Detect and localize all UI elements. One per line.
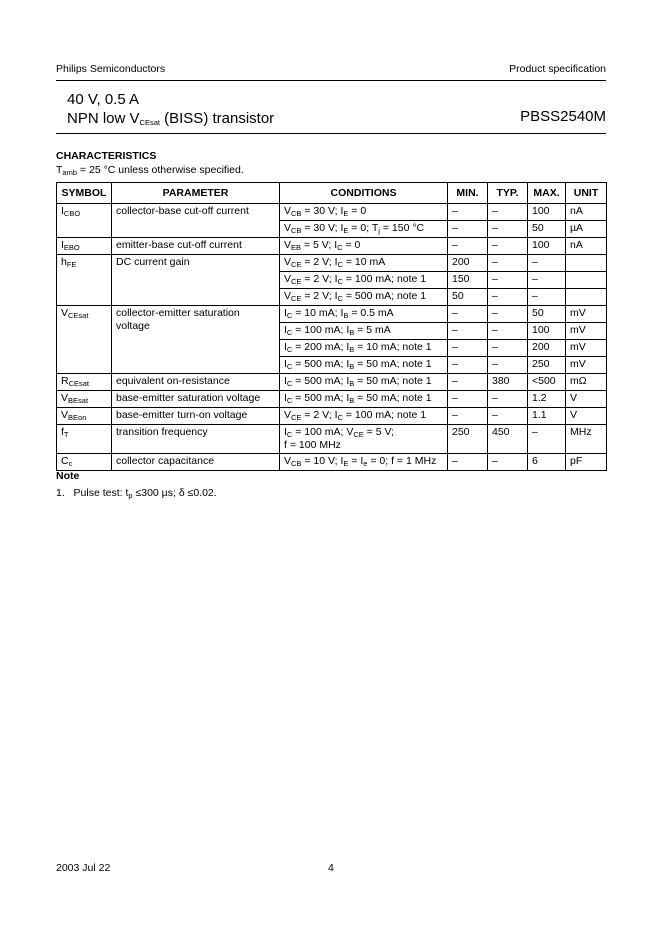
max-cell: 200 [528,340,566,357]
min-cell: – [448,323,488,340]
typ-cell: – [488,357,528,374]
typ-cell: 380 [488,374,528,391]
unit-cell: V [566,391,607,408]
table-body [57,204,607,471]
cond-subscript: amb [62,168,78,177]
typ-cell: – [488,391,528,408]
typ-cell: – [488,221,528,238]
max-cell: 50 [528,306,566,323]
conditions-cell: $I_C = 10$ mA; $I_B = 0.5$ mA [280,306,448,323]
max-cell: 100 [528,323,566,340]
part-number: PBSS2540M [520,108,606,125]
page-number: 4 [328,862,334,874]
conditions-cell: $I_C = 500$ mA; $I_B = 50$ mA; note 1 [280,357,448,374]
header-unit: UNIT [566,183,607,204]
table-row [57,204,607,221]
table-row [57,238,607,255]
min-cell: – [448,306,488,323]
min-cell: 250 [448,425,488,454]
unit-cell [566,255,607,272]
conditions-cell: $I_C = 500$ mA; $I_B = 50$ mA; note 1 [280,391,448,408]
max-cell: 250 [528,357,566,374]
conditions-cell: $V_{CE} = 2$ V; $I_C = 500$ mA; note 1 [280,289,448,306]
typ-cell: – [488,306,528,323]
header-max: MAX. [528,183,566,204]
table-row [57,408,607,425]
characteristics-table [56,182,607,471]
unit-cell: µA [566,221,607,238]
typ-cell: – [488,255,528,272]
document-title [67,90,274,128]
unit-cell: pF [566,454,607,471]
conditions-note [56,164,244,176]
conditions-cell: $V_{CB} = 10$ V; $I_E = I_e = 0$; f = 1 MHz [280,454,448,471]
cond-symbol: T [56,164,63,176]
min-cell: 200 [448,255,488,272]
table-row [57,255,607,272]
parameter-cell: collector-emitter saturation voltage [112,306,280,374]
company-name: Philips Semiconductors [56,63,166,75]
conditions-cell: $V_{EB} = 5$ V; $I_C = 0$ [280,238,448,255]
unit-cell: nA [566,204,607,221]
min-cell: – [448,238,488,255]
header-symbol: SYMBOL [57,183,112,204]
note-subscript: p [128,491,133,500]
table-row [57,391,607,408]
header-typ: TYP. [488,183,528,204]
min-cell: – [448,391,488,408]
max-cell: – [528,289,566,306]
unit-cell: mV [566,357,607,374]
conditions-cell: $V_{CB} = 30$ V; $I_E = 0$; $T_j = 150$ °C [280,221,448,238]
parameter-cell: emitter-base cut-off current [112,238,280,255]
unit-cell: mV [566,340,607,357]
note-text: ≤300 µs; δ ≤0.02. [132,487,217,499]
unit-cell: mV [566,323,607,340]
header-rule [56,80,606,81]
title-text: NPN low V [67,110,140,127]
parameter-cell: base-emitter saturation voltage [112,391,280,408]
conditions-cell: $V_{CE} = 2$ V; $I_C = 10$ mA [280,255,448,272]
max-cell: <500 [528,374,566,391]
unit-cell [566,272,607,289]
typ-cell: – [488,238,528,255]
note-number: 1. [56,487,65,499]
max-cell: 100 [528,238,566,255]
conditions-cell: $V_{CB} = 30$ V; $I_E = 0$ [280,204,448,221]
min-cell: – [448,357,488,374]
footer-date: 2003 Jul 22 [56,862,111,874]
unit-cell: mΩ [566,374,607,391]
typ-cell: – [488,408,528,425]
max-cell: 1.1 [528,408,566,425]
title-rule [56,133,606,134]
cond-text: = 25 °C unless otherwise specified. [77,164,244,176]
symbol-cell: $R_{CEsat}$ [57,374,112,391]
unit-cell: V [566,408,607,425]
symbol-cell: $V_{CEsat}$ [57,306,112,374]
unit-cell: mV [566,306,607,323]
title-subscript: CEsat [139,118,160,127]
note-title: Note [56,470,80,482]
parameter-cell: collector-base cut-off current [112,204,280,238]
min-cell: – [448,374,488,391]
min-cell: – [448,204,488,221]
header-parameter: PARAMETER [112,183,280,204]
symbol-cell: $h_{FE}$ [57,255,112,306]
conditions-cell: $I_C = 100$ mA; $I_B = 5$ mA [280,323,448,340]
table-row [57,454,607,471]
typ-cell: 450 [488,425,528,454]
symbol-cell: $V_{BEsat}$ [57,391,112,408]
symbol-cell: $C_c$ [57,454,112,471]
max-cell: – [528,255,566,272]
max-cell: 6 [528,454,566,471]
symbol-cell: $I_{CBO}$ [57,204,112,238]
title-text: (BISS) transistor [159,110,275,127]
header-conditions: CONDITIONS [280,183,448,204]
note-1 [56,487,217,499]
conditions-cell: $I_C = 200$ mA; $I_B = 10$ mA; note 1 [280,340,448,357]
min-cell: 50 [448,289,488,306]
min-cell: – [448,454,488,471]
parameter-cell: base-emitter turn-on voltage [112,408,280,425]
unit-cell [566,289,607,306]
max-cell: – [528,425,566,454]
table-row [57,374,607,391]
table-row [57,425,607,454]
typ-cell: – [488,272,528,289]
conditions-cell: $V_{CE} = 2$ V; $I_C = 100$ mA; note 1 [280,408,448,425]
conditions-cell: $I_C = 500$ mA; $I_B = 50$ mA; note 1 [280,374,448,391]
note-text: Pulse test: t [73,487,129,499]
max-cell: – [528,272,566,289]
max-cell: 100 [528,204,566,221]
conditions-cell: $I_C = 100$ mA; $V_{CE} = 5$ V; f = 100 MHz [280,425,448,454]
table-header-row [57,183,607,204]
symbol-cell: $I_{EBO}$ [57,238,112,255]
header-min: MIN. [448,183,488,204]
min-cell: – [448,221,488,238]
unit-cell: MHz [566,425,607,454]
typ-cell: – [488,340,528,357]
conditions-cell: $V_{CE} = 2$ V; $I_C = 100$ mA; note 1 [280,272,448,289]
max-cell: 50 [528,221,566,238]
parameter-cell: DC current gain [112,255,280,306]
section-title: CHARACTERISTICS [56,150,157,162]
min-cell: – [448,340,488,357]
document-type: Product specification [509,63,606,75]
symbol-cell: $f_T$ [57,425,112,454]
typ-cell: – [488,289,528,306]
min-cell: 150 [448,272,488,289]
parameter-cell: transition frequency [112,425,280,454]
parameter-cell: collector capacitance [112,454,280,471]
title-line-1: 40 V, 0.5 A [67,91,140,108]
typ-cell: – [488,204,528,221]
table-row [57,306,607,323]
parameter-cell: equivalent on-resistance [112,374,280,391]
max-cell: 1.2 [528,391,566,408]
typ-cell: – [488,454,528,471]
unit-cell: nA [566,238,607,255]
typ-cell: – [488,323,528,340]
min-cell: – [448,408,488,425]
symbol-cell: $V_{BEon}$ [57,408,112,425]
title-line-2 [67,109,274,128]
